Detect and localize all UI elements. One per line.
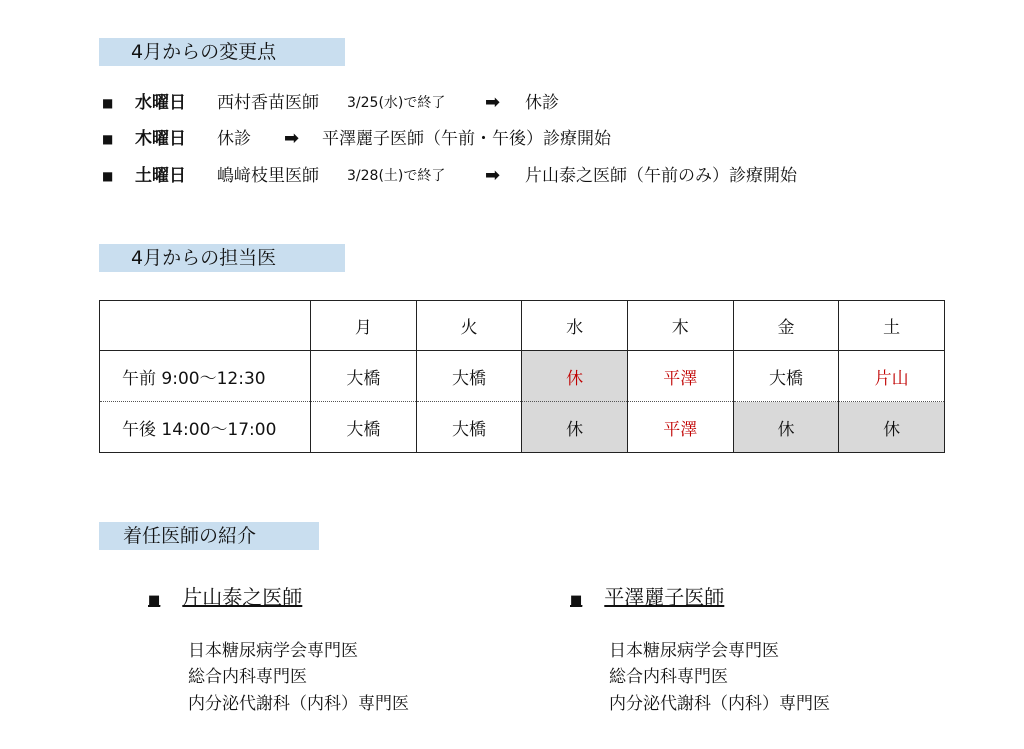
qualification: 総合内科専門医	[609, 667, 728, 687]
schedule-cell: 大橋	[733, 351, 839, 402]
arrow-right-icon: ➡	[485, 165, 501, 186]
schedule-cell: 大橋	[416, 402, 522, 453]
day-header: 木	[627, 301, 733, 351]
day-header: 月	[311, 301, 417, 351]
change-date: 3/28(土)で終了	[347, 168, 446, 184]
schedule-table	[99, 300, 945, 453]
arrow-right-icon: ➡	[485, 92, 501, 113]
change-day: 水曜日	[135, 93, 186, 113]
change-before: 嶋﨑枝里医師	[217, 166, 319, 186]
changes-heading: 4月からの変更点	[99, 38, 345, 66]
schedule-cell: 大橋	[416, 351, 522, 402]
bullet-icon: ■	[102, 132, 114, 146]
qualification: 内分泌代謝科（内科）専門医	[609, 694, 830, 714]
day-header: 火	[416, 301, 522, 351]
doctor-name: 片山泰之医師	[182, 585, 303, 609]
schedule-cell: 休	[839, 402, 945, 453]
change-day: 土曜日	[135, 166, 186, 186]
doctor-name-katayama	[148, 583, 302, 615]
bullet-icon: ■	[102, 169, 114, 183]
schedule-heading: 4月からの担当医	[99, 244, 345, 272]
qualification: 日本糖尿病学会専門医	[188, 641, 358, 661]
table-row	[100, 402, 945, 453]
change-date: 3/25(水)で終了	[347, 95, 446, 111]
bullet-icon: ■	[102, 96, 114, 110]
arrow-right-icon: ➡	[284, 128, 300, 149]
qualification: 内分泌代謝科（内科）専門医	[188, 694, 409, 714]
schedule-cell: 平澤	[627, 402, 733, 453]
time-slot-label: 午前 9:00〜12:30	[100, 351, 311, 402]
schedule-cell: 大橋	[311, 351, 417, 402]
day-header: 土	[839, 301, 945, 351]
schedule-cell: 休	[522, 351, 628, 402]
change-after: 平澤麗子医師（午前・午後）診療開始	[322, 129, 611, 149]
day-header: 金	[733, 301, 839, 351]
qualification: 日本糖尿病学会専門医	[609, 641, 779, 661]
intro-heading: 着任医師の紹介	[99, 522, 319, 550]
doctor-name-hirasawa	[570, 583, 724, 615]
schedule-cell: 休	[733, 402, 839, 453]
table-header-row	[100, 301, 945, 351]
change-before: 休診	[217, 129, 251, 149]
time-slot-label: 午後 14:00〜17:00	[100, 402, 311, 453]
qualification: 総合内科専門医	[188, 667, 307, 687]
schedule-cell: 大橋	[311, 402, 417, 453]
table-row	[100, 351, 945, 402]
schedule-cell: 平澤	[627, 351, 733, 402]
corner-cell	[100, 301, 311, 351]
change-day: 木曜日	[135, 129, 186, 149]
schedule-cell: 片山	[839, 351, 945, 402]
change-before: 西村香苗医師	[217, 93, 319, 113]
doctor-name: 平澤麗子医師	[604, 585, 725, 609]
change-after: 休診	[525, 93, 559, 113]
schedule-cell: 休	[522, 402, 628, 453]
bullet-icon: ■	[570, 593, 583, 608]
day-header: 水	[522, 301, 628, 351]
change-after: 片山泰之医師（午前のみ）診療開始	[525, 166, 797, 186]
bullet-icon: ■	[148, 593, 161, 608]
